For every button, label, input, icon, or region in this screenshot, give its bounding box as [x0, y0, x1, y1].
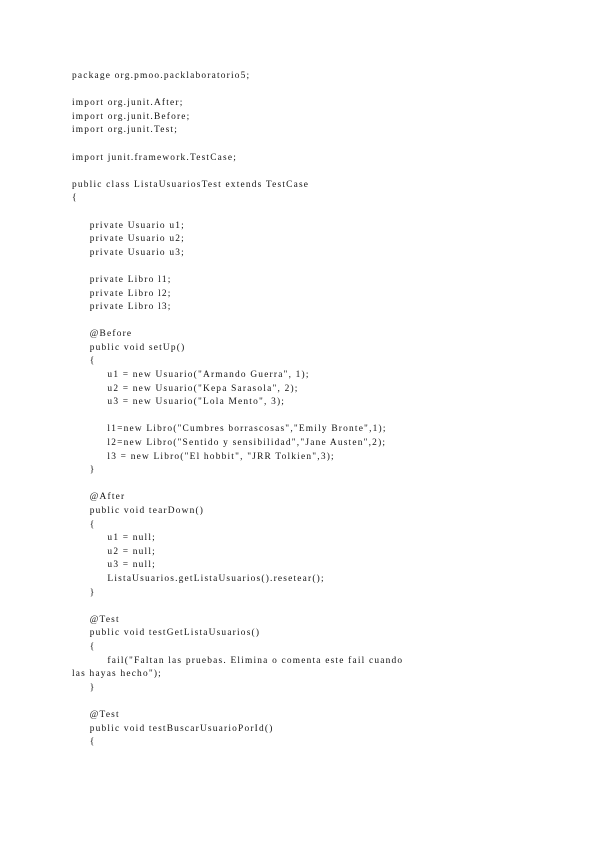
code-line: u2 = new Usuario("Kepa Sarasola", 2); — [72, 383, 299, 394]
code-line: u1 = null; — [72, 533, 156, 544]
code-line — [72, 138, 403, 152]
code-line — [72, 600, 403, 614]
code-line — [72, 478, 403, 492]
code-line: { — [72, 519, 96, 530]
code-line: las hayas hecho"); — [72, 669, 162, 680]
code-line: private Usuario u1; — [72, 220, 185, 231]
code-line: l1=new Libro("Cumbres borrascosas","Emily Bronte",1); — [72, 424, 387, 435]
code-line: } — [72, 587, 96, 598]
code-line — [72, 206, 403, 220]
code-line: l3 = new Libro("El hobbit", "JRR Tolkien",3); — [72, 451, 335, 462]
code-line: { — [72, 737, 96, 748]
code-line: u2 = null; — [72, 546, 156, 557]
code-line: import org.junit.After; — [72, 98, 184, 109]
code-line: import org.junit.Test; — [72, 125, 179, 136]
code-line — [72, 165, 403, 179]
code-line: @After — [72, 492, 126, 503]
code-line: } — [72, 682, 96, 693]
code-line — [72, 315, 403, 329]
code-line: private Libro l3; — [72, 302, 172, 313]
code-line: public void testBuscarUsuarioPorId() — [72, 723, 274, 734]
code-line: @Test — [72, 614, 120, 625]
code-line: fail("Faltan las pruebas. Elimina o comenta este fail cuando — [72, 655, 404, 666]
code-line: { — [72, 641, 96, 652]
code-line: private Libro l1; — [72, 274, 172, 285]
code-line — [72, 410, 403, 424]
code-listing — [72, 70, 403, 750]
code-line: package org.pmoo.packlaboratorio5; — [72, 71, 251, 81]
code-line: u3 = new Usuario("Lola Mento", 3); — [72, 397, 286, 408]
code-line: public void testGetListaUsuarios() — [72, 628, 261, 639]
code-line: } — [72, 465, 96, 476]
code-line: l2=new Libro("Sentido y sensibilidad","Jane Austen",2); — [72, 438, 387, 449]
code-line: u1 = new Usuario("Armando Guerra", 1); — [72, 370, 310, 381]
code-line: import junit.framework.TestCase; — [72, 152, 238, 163]
code-line: { — [72, 193, 78, 204]
code-line — [72, 260, 403, 274]
code-line: u3 = null; — [72, 560, 156, 571]
code-line: @Before — [72, 329, 133, 340]
code-line: private Usuario u2; — [72, 234, 185, 245]
code-line: public void tearDown() — [72, 506, 205, 516]
code-line: import org.junit.Before; — [72, 111, 191, 122]
code-line: @Test — [72, 709, 120, 720]
code-line: private Libro l2; — [72, 288, 172, 299]
code-line: public class ListaUsuariosTest extends TestCase — [72, 179, 310, 190]
code-line: ListaUsuarios.getListaUsuarios().resetear(); — [72, 573, 325, 584]
code-line: public void setUp() — [72, 342, 186, 353]
code-line: private Usuario u3; — [72, 247, 185, 258]
code-line — [72, 84, 403, 98]
code-line: { — [72, 356, 96, 367]
code-line — [72, 695, 403, 709]
